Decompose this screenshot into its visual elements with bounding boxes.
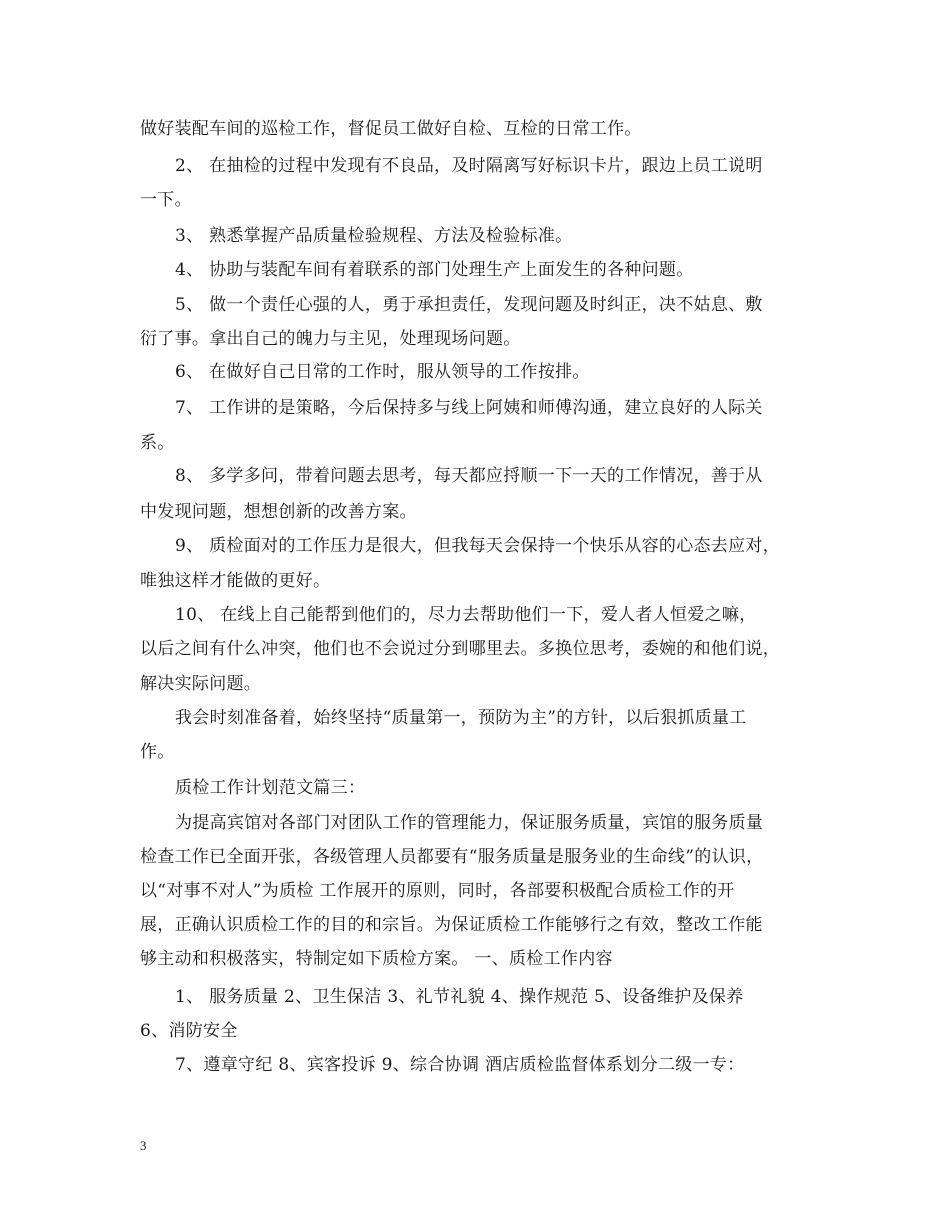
text-line: 7、 工作讲的是策略，今后保持多与线上阿姨和师傅沟通，建立良好的人际关	[175, 398, 763, 418]
text-line: 8、 多学多问，带着问题去思考，每天都应捋顺一下一天的工作情况，善于从	[175, 466, 763, 486]
text-line: 检查工作已全面开张，各级管理人员都要有“服务质量是服务业的生命线”的认识，	[140, 847, 764, 867]
text-line: 够主动和积极落实，特制定如下质检方案。 一、质检工作内容	[140, 949, 613, 969]
text-line: 一下。	[140, 190, 192, 210]
text-line: 10、 在线上自己能帮到他们的，尽力去帮助他们一下，爱人者人恒爱之嘛，	[175, 605, 757, 625]
text-line: 6、消防安全	[140, 1021, 238, 1041]
page-number: 3	[140, 1138, 147, 1153]
text-line: 做好装配车间的巡检工作，督促员工做好自检、互检的日常工作。	[140, 119, 642, 139]
text-line: 展，正确认识质检工作的目的和宗旨。为保证质检工作能够行之有效，整改工作能	[140, 915, 763, 935]
text-line: 9、 质检面对的工作压力是很大，但我每天会保持一个快乐从容的心态去应对，	[175, 536, 781, 556]
section-heading: 质检工作计划范文篇三：	[175, 778, 366, 798]
text-line: 中发现问题，想想创新的改善方案。	[140, 502, 417, 522]
text-line: 作。	[140, 742, 175, 762]
text-line: 我会时刻准备着，始终坚持“质量第一，预防为主”的方针，以后狠抓质量工	[175, 708, 747, 728]
text-line: 5、 做一个责任心强的人，勇于承担责任，发现问题及时纠正，决不姑息、敷	[175, 295, 763, 315]
text-line: 衍了事。拿出自己的魄力与主见，处理现场问题。	[140, 329, 521, 349]
text-line: 3、 熟悉掌握产品质量检验规程、方法及检验标准。	[175, 226, 573, 246]
text-line: 解决实际问题。	[140, 674, 262, 694]
text-line: 为提高宾馆对各部门对团队工作的管理能力，保证服务质量，宾馆的服务质量	[175, 813, 764, 833]
text-line: 1、 服务质量 2、卫生保洁 3、礼节礼貌 4、操作规范 5、设备维护及保养	[175, 987, 744, 1007]
text-line: 唯独这样才能做的更好。	[140, 571, 331, 591]
text-line: 7、遵章守纪 8、宾客投诉 9、综合协调 酒店质检监督体系划分二级一专：	[175, 1055, 745, 1075]
text-line: 以后之间有什么冲突，他们也不会说过分到哪里去。多换位思考，委婉的和他们说，	[140, 639, 781, 659]
text-line: 2、 在抽检的过程中发现有不良品，及时隔离写好标识卡片，跟边上员工说明	[175, 156, 763, 176]
text-line: 系。	[140, 433, 175, 453]
text-line: 6、 在做好自己日常的工作时，服从领导的工作按排。	[175, 362, 590, 382]
text-line: 4、 协助与装配车间有着联系的部门处理生产上面发生的各种问题。	[175, 260, 694, 280]
text-line: 以“对事不对人”为质检 工作展开的原则，同时，各部要积极配合质检工作的开	[140, 881, 735, 901]
